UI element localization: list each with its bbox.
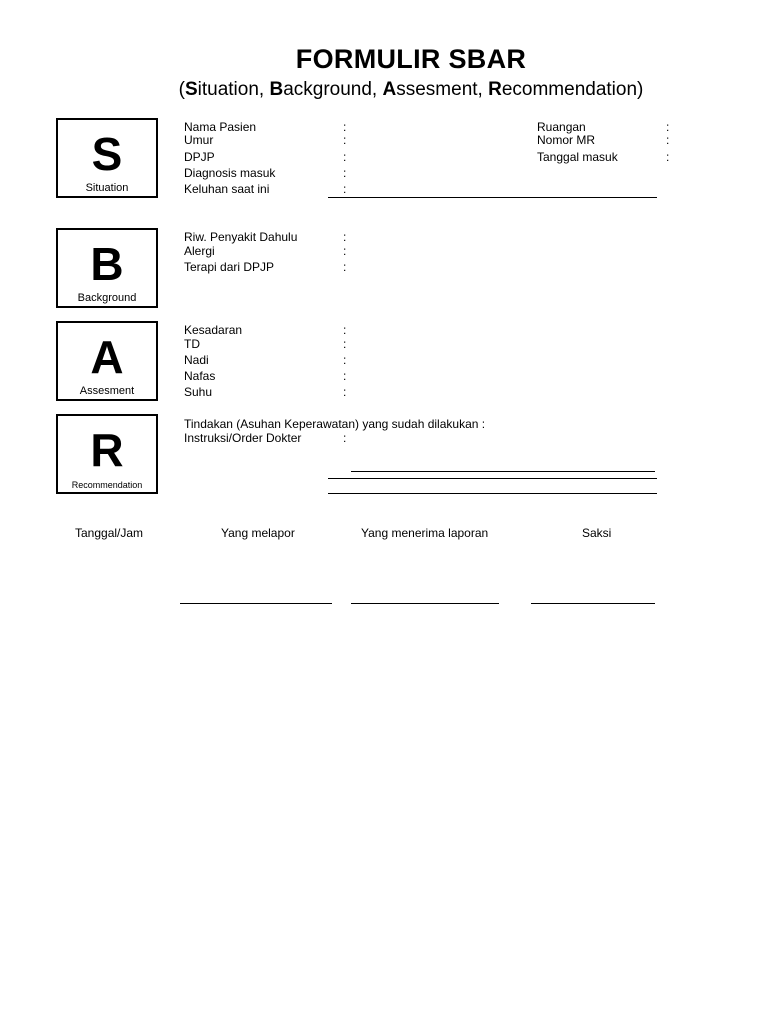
- field-label-diagnosis-masuk: Diagnosis masuk: [184, 166, 276, 180]
- order-line-2: [328, 478, 657, 479]
- signature-label-yang-menerima: Yang menerima laporan: [361, 526, 489, 540]
- order-line-3: [328, 493, 657, 494]
- form-title: FORMULIR SBAR: [295, 44, 527, 74]
- recommendation-letter: R: [90, 424, 124, 476]
- field-label-nafas: Nafas: [184, 369, 216, 383]
- background-box: [56, 228, 158, 308]
- signature-line-melapor: [180, 603, 332, 604]
- form-subtitle: (Situation, Background, Assesment, Recommendation): [178, 79, 644, 100]
- signature-line-menerima: [351, 603, 499, 604]
- field-colon: :: [343, 133, 347, 147]
- field-label-nadi: Nadi: [184, 353, 209, 367]
- field-label-nama-pasien: Nama Pasien: [184, 120, 257, 134]
- assesment-letter: A: [90, 331, 124, 383]
- field-colon: :: [666, 120, 670, 134]
- field-colon: :: [343, 431, 347, 445]
- field-label-td: TD: [184, 337, 200, 351]
- field-colon: :: [343, 244, 347, 258]
- field-label-alergi: Alergi: [184, 244, 215, 258]
- field-colon: :: [343, 230, 347, 244]
- field-colon: :: [343, 260, 347, 274]
- recommendation-box: [56, 414, 158, 494]
- field-colon: :: [343, 120, 347, 134]
- field-label-keluhan: Keluhan saat ini: [184, 182, 270, 196]
- field-label-umur: Umur: [184, 133, 214, 147]
- assesment-caption: Assesment: [79, 385, 135, 397]
- field-label-terapi: Terapi dari DPJP: [184, 260, 275, 274]
- field-label-ruangan: Ruangan: [537, 120, 586, 134]
- field-colon: :: [666, 133, 670, 147]
- field-colon: :: [343, 166, 347, 180]
- field-colon: :: [343, 182, 347, 196]
- background-letter: B: [90, 238, 124, 290]
- field-label-riwayat-penyakit: Riw. Penyakit Dahulu: [184, 230, 298, 244]
- field-colon: :: [343, 150, 347, 164]
- assesment-box: [56, 321, 158, 401]
- keluhan-underline: [328, 197, 657, 198]
- field-colon: :: [343, 337, 347, 351]
- signature-label-yang-melapor: Yang melapor: [221, 526, 295, 540]
- situation-letter: S: [91, 128, 123, 180]
- signature-line-saksi: [531, 603, 655, 604]
- background-caption: Background: [77, 292, 137, 304]
- situation-caption: Situation: [85, 182, 129, 194]
- field-label-instruksi: Instruksi/Order Dokter: [184, 431, 302, 445]
- recommendation-caption: Recommendation: [71, 480, 143, 490]
- field-label-tindakan: Tindakan (Asuhan Keperawatan) yang sudah dilakukan :: [184, 417, 486, 431]
- field-colon: :: [343, 369, 347, 383]
- field-label-nomor-mr: Nomor MR: [537, 133, 596, 147]
- field-colon: :: [343, 353, 347, 367]
- order-line-1: [351, 471, 655, 472]
- signature-label-tanggal-jam: Tanggal/Jam: [75, 526, 144, 540]
- field-colon: :: [666, 150, 670, 164]
- field-label-tanggal-masuk: Tanggal masuk: [537, 150, 618, 164]
- field-label-dpjp: DPJP: [184, 150, 215, 164]
- field-label-kesadaran: Kesadaran: [184, 323, 243, 337]
- situation-box: [56, 118, 158, 198]
- field-colon: :: [343, 323, 347, 337]
- signature-label-saksi: Saksi: [582, 526, 612, 540]
- field-colon: :: [343, 385, 347, 399]
- field-label-suhu: Suhu: [184, 385, 213, 399]
